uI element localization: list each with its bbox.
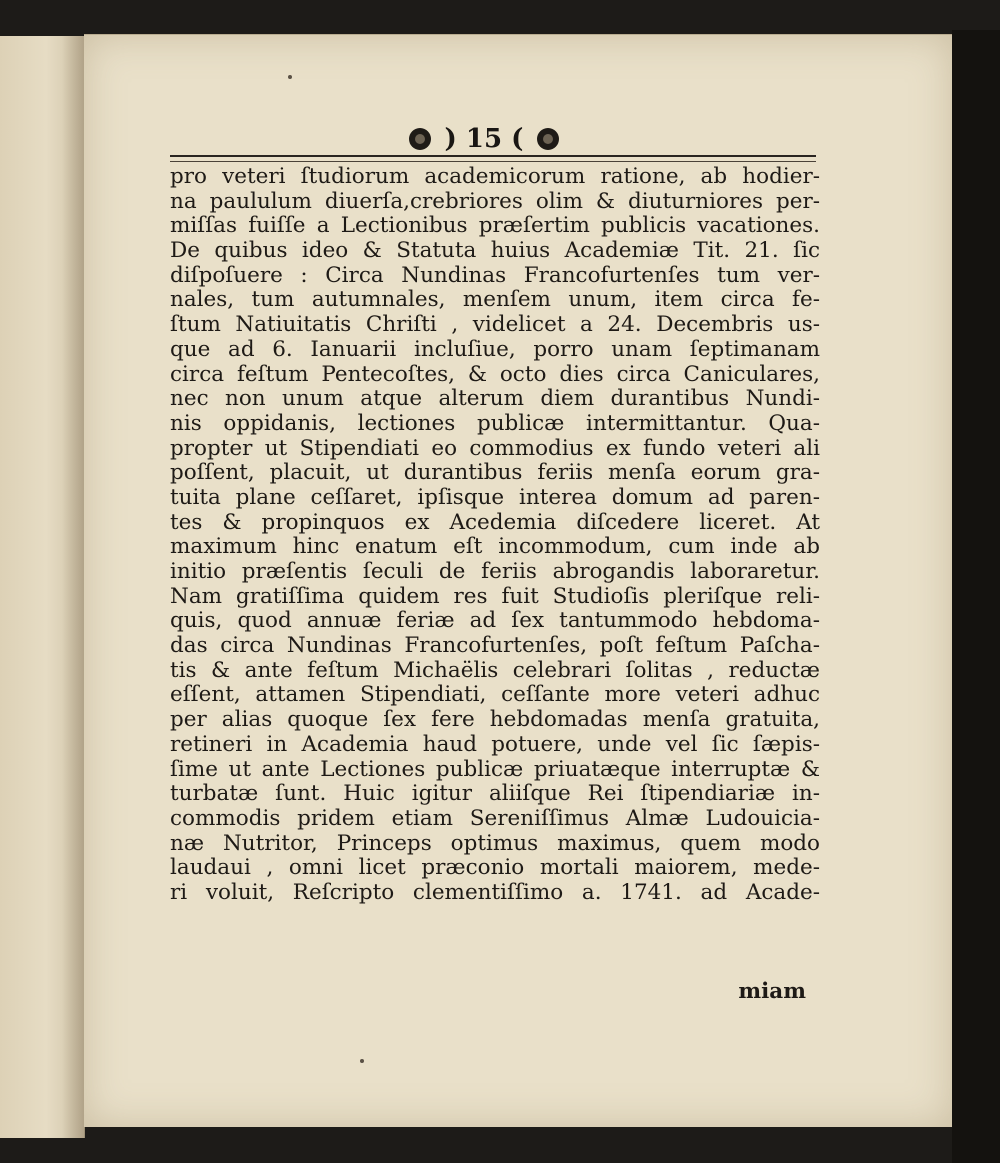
- text-line: retineri in Academia haud potuere, unde vel ſic ſæpis-: [170, 731, 820, 757]
- text-line: circa feſtum Pentecoſtes, & octo dies circa Caniculares,: [170, 361, 820, 387]
- text-line: poſſent, placuit, ut durantibus feriis menſa eorum gra-: [170, 460, 820, 486]
- page-header: [354, 121, 614, 157]
- scan-background: [952, 30, 1000, 1163]
- book-gutter: [62, 36, 84, 1138]
- book-page: [84, 34, 952, 1127]
- text-line: commodis pridem etiam Sereniſſimus Almæ Ludouicia-: [170, 805, 820, 831]
- text-line: tes & propinquos ex Acedemia diſcedere liceret. At: [170, 509, 820, 535]
- text-line: pro veteri ſtudiorum academicorum ratione, ab hodier-: [170, 164, 820, 189]
- body-text: [170, 165, 820, 906]
- text-line: nis oppidanis, lectiones publicæ intermittantur. Qua-: [170, 410, 820, 436]
- text-line: miſſas fuiſſe a Lectionibus præſertim publicis vacationes.: [170, 213, 820, 239]
- text-line: per alias quoque ſex fere hebdomadas menſa gratuita,: [170, 707, 820, 733]
- right-ornament-icon: [537, 128, 559, 150]
- text-line: tuita plane ceſſaret, ipſisque interea domum ad paren-: [170, 484, 820, 510]
- text-line: diſpoſuere : Circa Nundinas Francofurtenſes tum ver-: [170, 262, 820, 288]
- text-line: Nam gratiſſima quidem res fuit Studioſis pleriſque reli-: [170, 583, 820, 609]
- text-line: De quibus ideo & Statuta huius Academiæ Tit. 21. ſic: [170, 238, 820, 264]
- text-line: propter ut Stipendiati eo commodius ex fundo veteri ali: [170, 435, 820, 461]
- text-line: quis, quod annuæ feriæ ad ſex tantummodo hebdoma-: [170, 608, 820, 634]
- catchword: miam: [738, 979, 806, 1004]
- text-line: initio præſentis ſeculi de feriis abrogandis laboraretur.: [170, 559, 820, 584]
- text-line: eſſent, attamen Stipendiati, ceſſante more veteri adhuc: [170, 682, 820, 708]
- paper-speck: [360, 1059, 364, 1063]
- page-number: ) 15 (: [444, 124, 524, 154]
- text-line: maximum hinc enatum eſt incommodum, cum inde ab: [170, 534, 820, 560]
- left-ornament-icon: [409, 128, 431, 150]
- text-line: ri voluit, Reſcripto clementiſſimo a. 1741. ad Acade-: [170, 879, 820, 905]
- text-line: tis & ante feſtum Michaëlis celebrari ſolitas , reductæ: [170, 657, 820, 683]
- text-line: laudaui , omni licet præconio mortali maiorem, mede-: [170, 855, 820, 881]
- text-line: nec non unum atque alterum diem durantibus Nundi-: [170, 386, 820, 412]
- text-line: na paululum diuerſa,crebriores olim & diuturniores per-: [170, 188, 820, 214]
- text-line: ſtum Natiuitatis Chriſti , videlicet a 24. Decembris us-: [170, 312, 820, 338]
- text-line: das circa Nundinas Francofurtenſes, poſt feſtum Paſcha-: [170, 633, 820, 659]
- paper-speck: [288, 75, 292, 79]
- text-line: nales, tum autumnales, menſem unum, item circa fe-: [170, 287, 820, 313]
- header-rule: [170, 155, 816, 162]
- text-line: ſime ut ante Lectiones publicæ priuatæque interruptæ &: [170, 756, 820, 782]
- text-line: næ Nutritor, Princeps optimus maximus, quem modo: [170, 830, 820, 856]
- text-line: turbatæ ſunt. Huic igitur aliiſque Rei ſtipendiariæ in-: [170, 781, 820, 807]
- text-line: que ad 6. Ianuarii incluſiue, porro unam ſeptimanam: [170, 336, 820, 362]
